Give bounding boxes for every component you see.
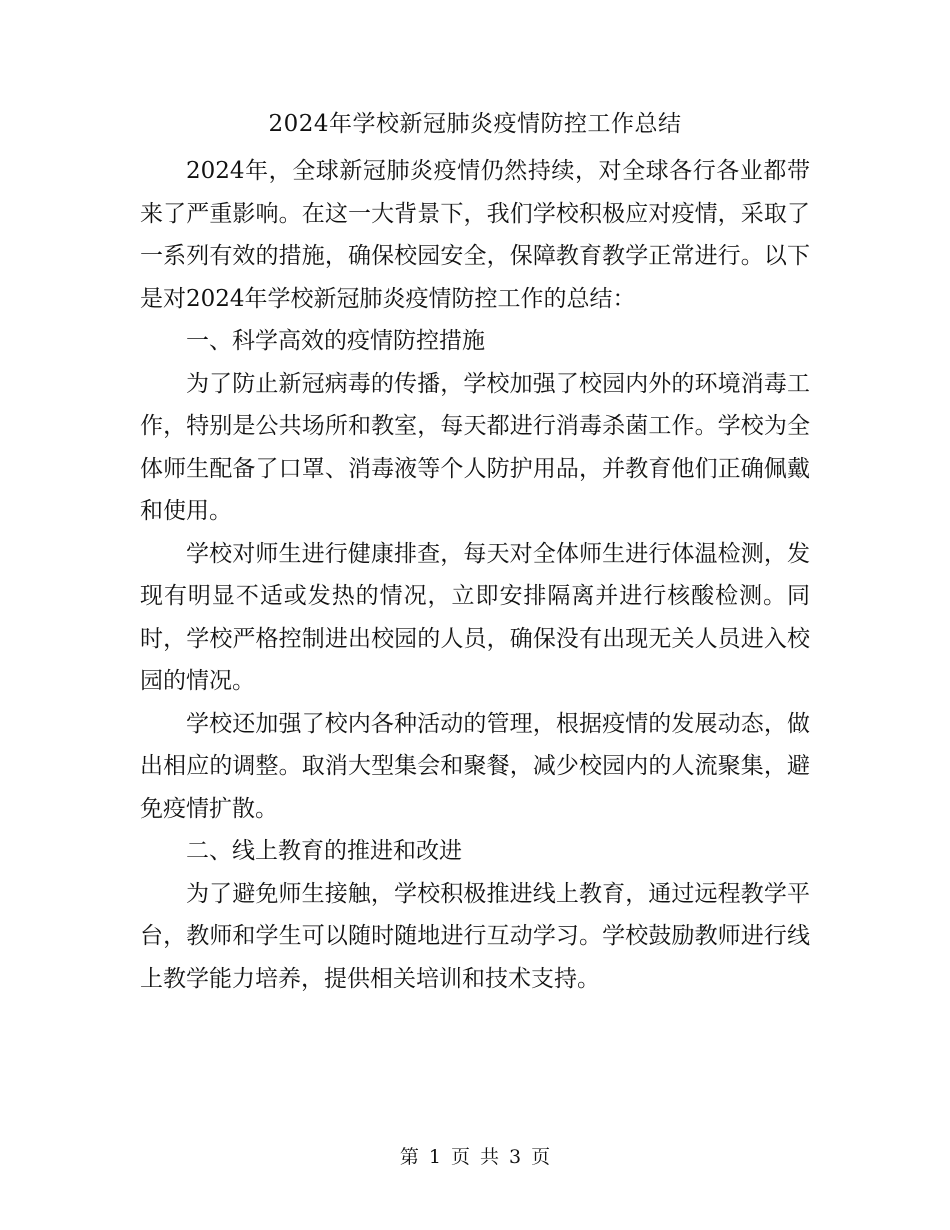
section-heading-2: 二、线上教育的推进和改进 bbox=[186, 838, 462, 864]
document-title: 2024年学校新冠肺炎疫情防控工作总结 bbox=[268, 111, 682, 137]
body-paragraph: 学校还加强了校内各种活动的管理，根据疫情的发展动态，做出相应的调整。取消大型集会和聚餐，减少校园内的人流聚集，避免疫情扩散。 bbox=[140, 710, 810, 822]
document-body bbox=[140, 150, 810, 1000]
section-heading-1: 一、科学高效的疫情防控措施 bbox=[186, 328, 485, 354]
intro-paragraph: 2024年，全球新冠肺炎疫情仍然持续，对全球各行各业都带来了严重影响。在这一大背景下，我们学校积极应对疫情，采取了一系列有效的措施，确保校园安全，保障教育教学正常进行。以下是对2024年学校新冠肺炎疫情防控工作的总结： bbox=[140, 158, 810, 312]
body-paragraph: 为了防止新冠病毒的传播，学校加强了校园内外的环境消毒工作，特别是公共场所和教室，每天都进行消毒杀菌工作。学校为全体师生配备了口罩、消毒液等个人防护用品，并教育他们正确佩戴和使用。 bbox=[140, 370, 810, 524]
body-paragraph: 为了避免师生接触，学校积极推进线上教育，通过远程教学平台，教师和学生可以随时随地进行互动学习。学校鼓励教师进行线上教学能力培养，提供相关培训和技术支持。 bbox=[140, 880, 810, 992]
body-paragraph: 学校对师生进行健康排查，每天对全体师生进行体温检测，发现有明显不适或发热的情况，立即安排隔离并进行核酸检测。同时，学校严格控制进出校园的人员，确保没有出现无关人员进入校园的情况。 bbox=[140, 540, 810, 694]
page-number-footer: 第 1 页 共 3 页 bbox=[399, 1146, 551, 1168]
